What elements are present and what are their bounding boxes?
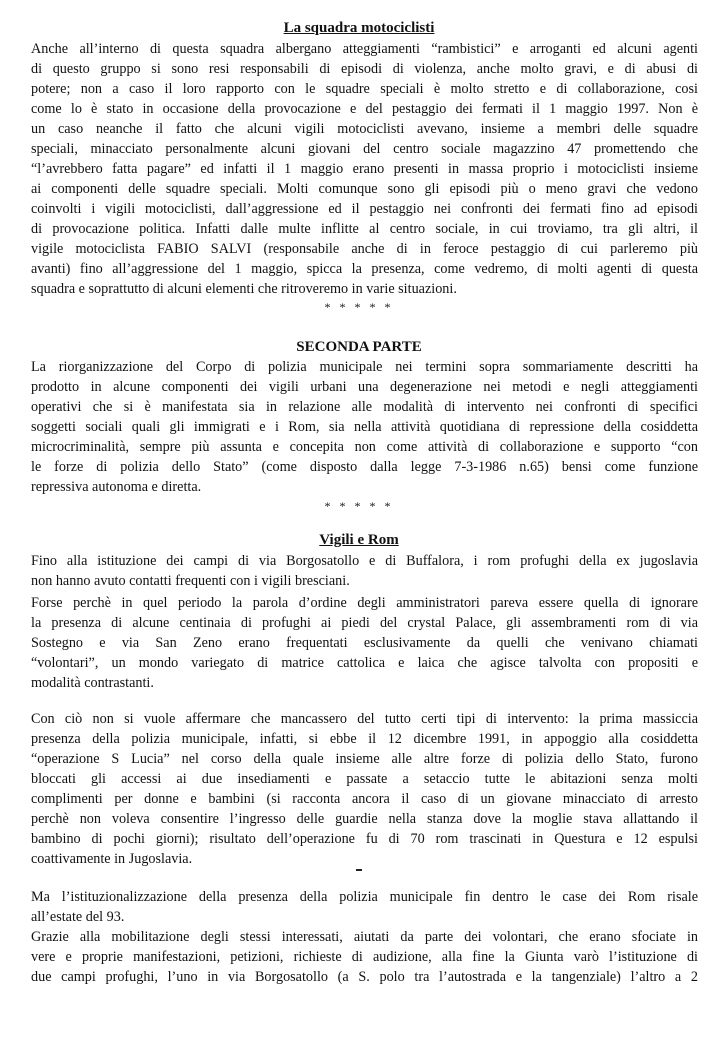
text-line: di questo gruppo si sono resi responsabili di episodi di violenza, anche molto gravi, e di abusi di	[31, 61, 698, 77]
text-line: le forze di polizia dello Stato” (come disposto dalla legge 7-3-1986 n.65) bensi come funzione	[31, 459, 698, 475]
text-line: coattivamente in Jugoslavia.	[31, 851, 193, 867]
text-line: speciali, minacciato personalmente alcuni giovani del centro sociale magazzino 47 promettendo che	[31, 141, 698, 157]
text-line: come lo è stato in occasione della provocazione e del pestaggio dei fermati il 1 maggio 1997. Non è	[31, 101, 698, 117]
text-line: Anche all’interno di questa squadra albergano atteggiamenti “rambistici” e arroganti ed alcuni agenti	[31, 41, 698, 57]
text-line: repressiva autonoma e diretta.	[31, 479, 202, 495]
text-line: coinvolti i vigili motociclisti, dall’aggressione ed il pestaggio nei confronti dei fermati fino ad episodi	[31, 201, 698, 217]
text-line: soggetti sociali quali gli immigrati e i Rom, sia nella attività quotidiana di repressione della cosiddetta	[31, 419, 698, 435]
text-line: la presenza di alcune centinaia di profughi ai piedi del crystal Palace, gli assembramenti rom di via	[31, 615, 698, 631]
text-line: Con ciò non si vuole affermare che mancassero del tutto certi tipi di intervento: la prima massiccia	[31, 711, 698, 727]
text-line: all’estate del 93.	[31, 909, 125, 925]
section-title-motociclisti: La squadra motociclisti	[283, 20, 435, 36]
text-line: “volontari”, un mondo variegato di matrice cattolica e laica che agisce talvolta con propositi e	[31, 655, 698, 671]
text-line: complimenti per donne e bambini (si racconta ancora il caso di un giovane minacciato di arresto	[31, 791, 698, 807]
text-line: Fino alla istituzione dei campi di via Borgosatollo e di Buffalora, i rom profughi della ex jugoslavia	[31, 553, 698, 569]
text-line: “l’avrebbero fatta pagare” ed infatti il 1 maggio erano presenti in massa proprio i motociclisti insieme	[31, 161, 698, 177]
section-separator: * * * * *	[324, 300, 394, 314]
text-line: perchè non voleva consentire l’ingresso delle guardie nella stanza dove la moglie stava allattando il	[31, 811, 698, 827]
stray-mark	[356, 869, 362, 871]
text-line: di provocazione politica. Infatti dalle multe inflitte al centro sociale, in cui troviamo, tra gli altri, il	[31, 221, 698, 237]
text-line: vere e proprie manifestazioni, petizioni, richieste di audizione, alla fine la Giunta varò l’istituzione di	[31, 949, 698, 965]
text-line: Sostegno e via San Zeno erano frequentati esclusivamente da quelli che venivano chiamati	[31, 635, 698, 651]
text-line: squadra e soprattutto di alcuni elementi che ritroveremo in varie situazioni.	[31, 281, 457, 297]
text-line: bloccati gli accessi ai due insediamenti e passate a setaccio tutte le abitazioni senza molti	[31, 771, 698, 787]
section-title-seconda-parte: SECONDA PARTE	[296, 339, 422, 355]
text-line: potere; non a caso il loro rapporto con le squadre speciali è molto stretto e di collaborazione, cosi	[31, 81, 698, 97]
text-line: Forse perchè in quel periodo la parola d’ordine degli amministratori pareva essere quella di ignorare	[31, 595, 698, 611]
text-line: due campi profughi, l’uno in via Borgosatollo (a S. polo tra l’autostrada e la tangenziale) l’altro a 2	[31, 969, 698, 985]
text-line: operativi che si è manifestata sia in relazione alle modalità di intervento nei confronti di specifici	[31, 399, 698, 415]
text-line: microcriminalità, sempre più assunta e concepita non come attività di collaborazione e supporto “con	[31, 439, 698, 455]
text-line: Grazie alla mobilitazione degli stessi interessati, aiutati da parte dei volontari, che erano sfociate in	[31, 929, 698, 945]
text-line: non hanno avuto contatti frequenti con i vigili bresciani.	[31, 573, 350, 589]
text-line: avanti) fino all’aggressione del 1 maggio, spicca la presenza, come vedremo, di molti agenti di questa	[31, 261, 698, 277]
text-line: bambino di pochi giorni); risultato dell’operazione fu di 70 rom trascinati in Questura e 12 espulsi	[31, 831, 698, 847]
text-line: prodotto in alcune componenti dei vigili urbani una degenerazione nei metodi e negli atteggiamenti	[31, 379, 698, 395]
text-line: presenza della polizia municipale, infatti, si ebbe il 12 dicembre 1991, in appoggio alla cosiddetta	[31, 731, 698, 747]
text-line: ai componenti delle squadre speciali. Molti comunque sono gli episodi più o meno gravi che vedono	[31, 181, 698, 197]
text-line: La riorganizzazione del Corpo di polizia municipale nei termini sopra sommariamente descritti ha	[31, 359, 698, 375]
text-line: modalità contrastanti.	[31, 675, 154, 691]
text-line: Ma l’istituzionalizzazione della presenza della polizia municipale fin dentro le case dei Rom risale	[31, 889, 698, 905]
section-title-vigili-e-rom: Vigili e Rom	[319, 532, 399, 548]
text-line: “operazione S Lucia” nel corso della quale insieme alle altre forze di polizia dello Stato, furono	[31, 751, 698, 767]
section-separator: * * * * *	[324, 499, 394, 513]
text-line: vigile motociclista FABIO SALVI (responsabile anche di in feroce pestaggio di cui parleremo più	[31, 241, 698, 257]
text-line: un caso neanche il fatto che alcuni vigili motociclisti avevano, insieme a membri delle squadre	[31, 121, 698, 137]
